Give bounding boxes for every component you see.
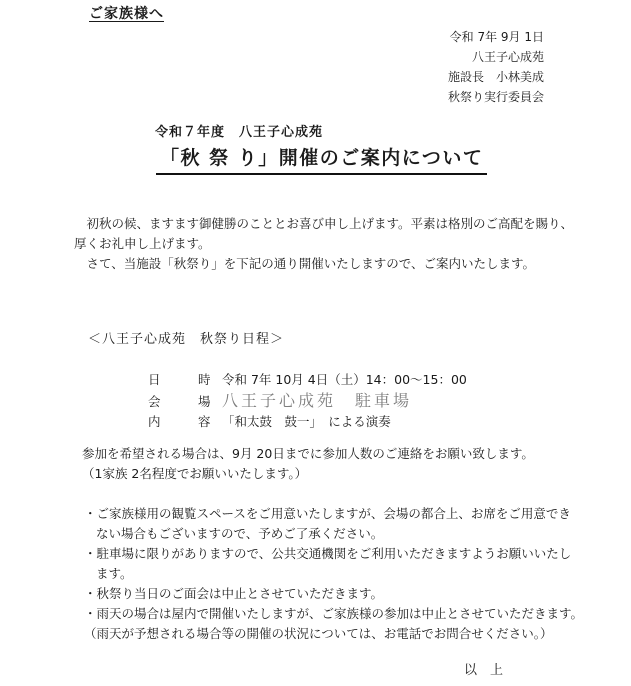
schedule-label: 場: [198, 394, 211, 409]
schedule-value-content: 「和太鼓 鼓一」 による演奏: [222, 414, 391, 429]
schedule-table: [148, 369, 467, 432]
sender-facility: 八王子心成苑: [471, 50, 544, 64]
participation-line: （1家族 2名程度でお願いいたします。）: [82, 466, 308, 481]
note-line: （雨天が予想される場合等の開催の状況については、お電話でお問合せください。）: [84, 626, 553, 641]
schedule-row-datetime: [148, 369, 467, 390]
sender-director: 施設長 小林美成: [447, 70, 544, 84]
schedule-heading: ＜八王子心成苑 秋祭り日程＞: [88, 332, 285, 347]
schedule-value-venue: 八王子心成苑 駐車場: [222, 391, 413, 410]
schedule-label: 内: [148, 414, 161, 429]
greeting-line: さて、当施設「秋祭り」を下記の通り開催いたしますので、ご案内いたします。: [74, 256, 536, 271]
note-line: ます。: [96, 566, 133, 581]
schedule-label: 容: [198, 414, 211, 429]
note-line: ・雨天の場合は屋内で開催いたしますが、ご家族様の参加は中止とさせていただきます。: [84, 606, 584, 621]
doc-title: 「秋 祭 り」開催のご案内について: [156, 143, 487, 175]
schedule-label: 日: [148, 372, 161, 387]
schedule-value-datetime: 令和 7年 10月 4日（土）14：00～15：00: [222, 372, 467, 387]
greeting-line: 初秋の候、ますます御健勝のこととお喜び申し上げます。平素は格別のご高配を賜り、: [74, 216, 574, 231]
salutation: ご家族様へ: [89, 6, 164, 22]
greeting-line: 厚くお礼申し上げます。: [74, 236, 211, 251]
schedule-label: 会: [148, 394, 161, 409]
schedule-row-content: [148, 411, 467, 432]
note-line: ・ご家族様用の観覧スペースをご用意いたしますが、会場の都合上、お席をご用意でき: [84, 506, 571, 521]
notes-list: [84, 504, 583, 644]
closing-text: 以 上: [464, 663, 504, 678]
schedule-row-venue: [148, 390, 467, 411]
sender-block: [448, 27, 544, 107]
sender-date: 令和 7年 9月 1日: [449, 30, 544, 44]
note-line: ない場合もございますので、予めご了承ください。: [96, 526, 384, 541]
greeting-paragraph: [74, 214, 573, 274]
schedule-label: 時: [198, 372, 211, 387]
note-line: ・駐車場に限りがありますので、公共交通機関をご利用いただきますようお願いいたし: [84, 546, 572, 561]
doc-subtitle: 令和７年度 八王子心成苑: [155, 125, 324, 140]
note-line: ・秋祭り当日のご面会は中止とさせていただきます。: [84, 586, 384, 601]
participation-line: 参加を希望される場合は、9月 20日までに参加人数のご連絡をお願い致します。: [82, 446, 534, 461]
sender-committee: 秋祭り実行委員会: [447, 90, 544, 104]
participation-paragraph: [82, 444, 534, 484]
